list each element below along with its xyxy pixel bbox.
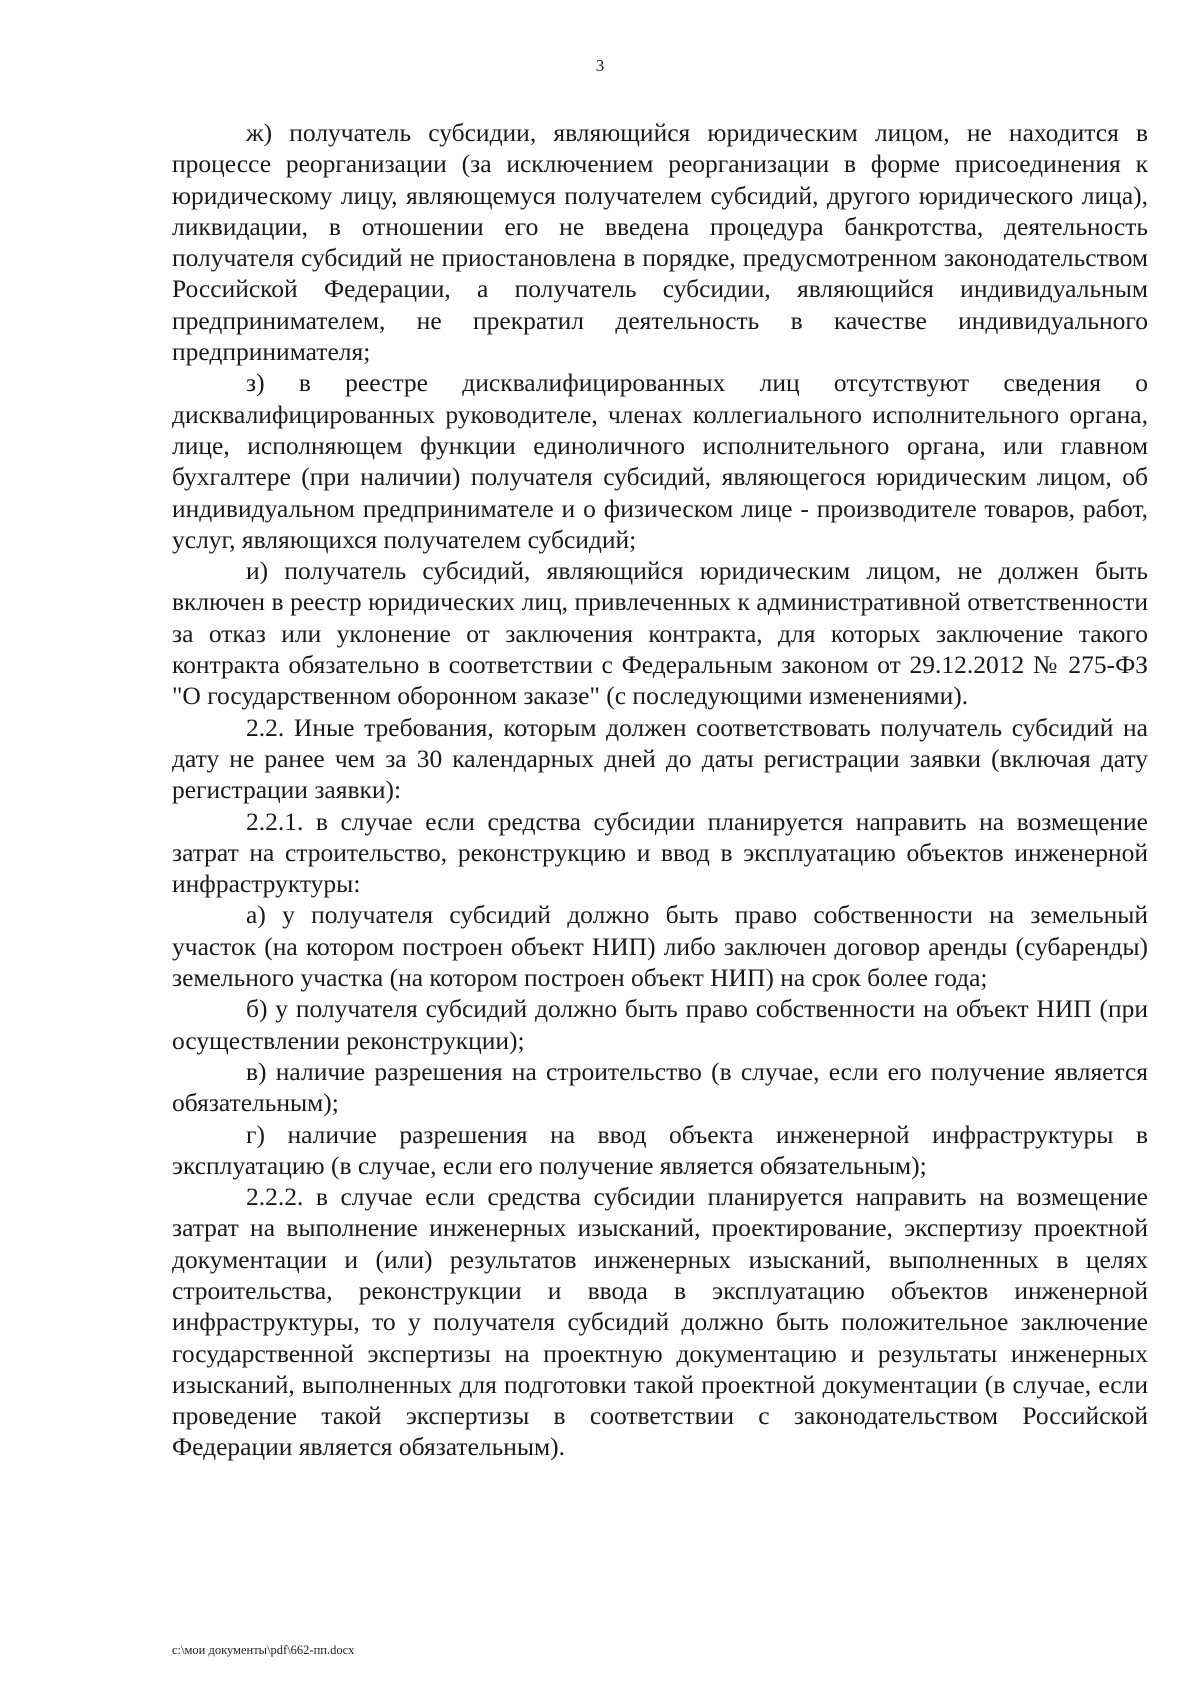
paragraph-g: г) наличие разрешения на ввод объекта инженерной инфраструктуры в эксплуатацию (в случае, если его получение является обязательным); [172,1119,1148,1180]
paragraph-a: а) у получателя субсидий должно быть право собственности на земельный участок (на котором построен объект НИП) либо заключен договор аренды (субаренды) земельного участка (на котором построен объект НИП) на срок более года; [172,900,1148,993]
paragraph-2-2-1: 2.2.1. в случае если средства субсидии планируется направить на возмещение затрат на строительство, реконструкцию и ввод в эксплуатацию объектов инженерной инфраструктуры: [172,806,1148,899]
paragraph-z: з) в реестре дисквалифицированных лиц отсутствуют сведения о дисквалифицированных руководителе, членах коллегиального исполнительного органа, лице, исполняющем функции единоличного исполнительного органа, или главном бухгалтере (при наличии) получателя субсидий, являющегося юридическим лицом, об индивидуальном предпринимателе и о физическом лице - производителе товаров, работ, услуг, являющихся получателем субсидий; [172,368,1148,554]
footer-file-path: c:\мои документы\pdf\662-пп.docx [172,1643,355,1657]
page-number: 3 [595,56,605,75]
paragraph-b: б) у получателя субсидий должно быть право собственности на объект НИП (при осуществлении реконструкции); [172,994,1148,1055]
paragraph-v: в) наличие разрешения на строительство (в случае, если его получение является обязательным); [172,1056,1148,1118]
document-body [172,117,1148,1463]
paragraph-i: и) получатель субсидий, являющийся юридическим лицом, не должен быть включен в реестр юридических лиц, привлеченных к административной ответственности за отказ или уклонение от заключения контракта, для которых заключение такого контракта обязательно в соответствии с Федеральным законом от 29.12.2012 № 275-ФЗ "О государственном оборонном заказе" (с последующими изменениями). [172,556,1148,711]
paragraph-2-2-2: 2.2.2. в случае если средства субсидии планируется направить на возмещение затрат на выполнение инженерных изысканий, проектирование, экспертизу проектной документации и (или) результатов инженерных изысканий, выполненных в целях строительства, реконструкции и ввода в эксплуатацию объектов инженерной инфраструктуры, то у получателя субсидий должно быть положительное заключение государственной экспертизы на проектную документацию и результаты инженерных изысканий, выполненных для подготовки такой проектной документации (в случае, если проведение такой экспертизы в соответствии с законодательством Российской Федерации является обязательным). [172,1182,1148,1462]
paragraph-2-2: 2.2. Иные требования, которым должен соответствовать получатель субсидий на дату не ранее чем за 30 календарных дней до даты регистрации заявки (включая дату регистрации заявки): [172,712,1148,805]
paragraph-zh: ж) получатель субсидии, являющийся юридическим лицом, не находится в процессе реорганизации (за исключением реорганизации в форме присоединения к юридическому лицу, являющемуся получателем субсидий, другого юридического лица), ликвидации, в отношении его не введена процедура банкротства, деятельность получателя субсидий не приостановлена в порядке, предусмотренном законодательством Российской Федерации, а получатель субсидии, являющийся индивидуальным предпринимателем, не прекратил деятельность в качестве индивидуального предпринимателя; [172,118,1148,367]
